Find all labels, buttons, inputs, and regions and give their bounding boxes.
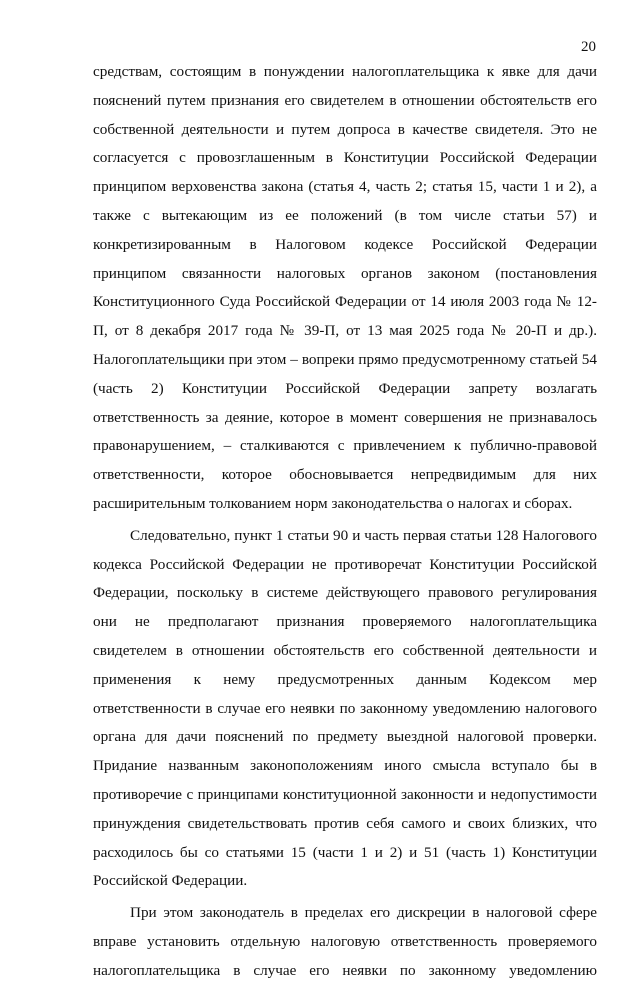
page-number: 20 (581, 39, 596, 55)
paragraph-continued: средствам, состоящим в понуждении налогоплательщика к явке для дачи пояснений путем признания его свидетелем в отношении обстоятельств его собственной деятельности и путем допроса в качестве свидетеля. Это не согласуется с провозглашенным в Конституции Российской Федерации принципом верховенства закона (статья 4, часть 2; статья 15, части 1 и 2), а также с вытекающим из ее положений (в том числе статьи 57) и конкретизированным в Налоговом кодексе Российской Федерации принципом связанности налоговых органов законом (постановления Конституционного Суда Российской Федерации от 14 июля 2003 года № 12-П, от 8 декабря 2017 года № 39-П, от 13 мая 2025 года № 20-П и др.). Налогоплательщики при этом – вопреки прямо предусмотренному статьей 54 (часть 2) Конституции Российской Федерации запрету возлагать ответственность за деяние, которое в момент совершения не признавалось правонарушением, – сталкиваются с привлечением к публично-правовой ответственности, которое обосновывается непредвидимым для них расширительным толкованием норм законодательства о налогах и сборах. (93, 63, 597, 512)
document-body (93, 58, 597, 986)
paragraph-conclusion: Следовательно, пункт 1 статьи 90 и часть первая статьи 128 Налогового кодекса Российской Федерации не противоречат Конституции Российской Федерации, поскольку в системе действующего правового регулирования они не предполагают признания проверяемого налогоплательщика свидетелем в отношении обстоятельств его собственной деятельности и применения к нему предусмотренных данным Кодексом мер ответственности в случае его неявки по законному уведомлению налогового органа для дачи пояснений по предмету выездной налоговой проверки. Придание названным законоположениям иного смысла вступало бы в противоречие с принципами конституционной законности и недопустимости принуждения свидетельствовать против себя самого и своих близких, что расходилось бы со статьями 15 (части 1 и 2) и 51 (часть 1) Конституции Российской Федерации. (93, 526, 597, 890)
paragraph-legislator-discretion: При этом законодатель в пределах его дискреции в налоговой сфере вправе установить отдельную налоговую ответственность проверяемого налогоплательщика в случае его неявки по законному уведомлению (93, 904, 597, 979)
